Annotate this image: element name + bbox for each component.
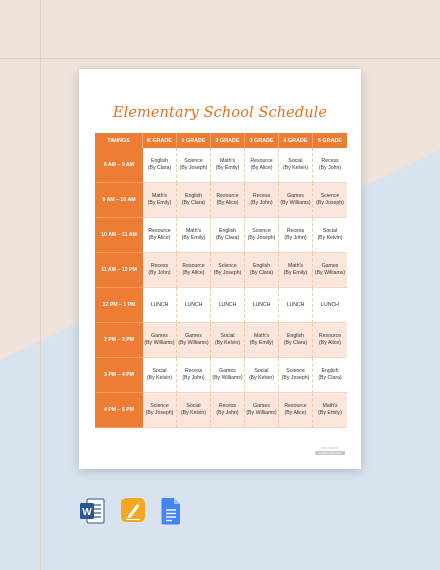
watermark-small-text: PROVIDED BY [321, 446, 339, 450]
background-guide-line-vertical [40, 0, 41, 570]
subject-label: Math's [219, 158, 236, 164]
watermark-brand: TEMPLATE.NET [315, 451, 345, 456]
schedule-cell [279, 183, 313, 218]
subject-label: English [321, 368, 339, 374]
teacher-label: (By Emily) [181, 235, 206, 241]
teacher-label: (By Kelvin) [214, 340, 241, 346]
subject-label: LUNCH [150, 301, 169, 308]
schedule-cell [211, 148, 245, 183]
subject-label: LUNCH [184, 301, 203, 308]
schedule-cell [211, 183, 245, 218]
teacher-label: (By Joseph) [316, 200, 344, 206]
time-slot-cell: 10 AM – 11 AM [95, 218, 143, 253]
schedule-cell [143, 288, 177, 323]
teacher-label: (By Alice) [284, 410, 307, 416]
column-header-4-grade: 4 GRADE [279, 133, 313, 148]
schedule-cell [313, 148, 347, 183]
subject-label: Math's [287, 263, 304, 269]
schedule-cell [211, 288, 245, 323]
time-slot-cell: 11 AM – 12 PM [95, 253, 143, 288]
teacher-label: (By John) [318, 165, 342, 171]
teacher-label: (By Emily) [318, 410, 342, 416]
subject-label: Recess [150, 263, 169, 269]
teacher-label: (By Joseph) [281, 375, 310, 381]
teacher-label: (By Emily) [249, 340, 274, 346]
teacher-label: (By Joseph) [213, 270, 242, 276]
subject-label: Math's [253, 333, 270, 339]
table-row [95, 323, 347, 358]
google-docs-icon[interactable] [158, 497, 184, 525]
subject-label: Social [220, 333, 235, 339]
subject-label: Social [186, 403, 201, 409]
table-row [95, 288, 347, 323]
subject-label: LUNCH [321, 301, 339, 308]
column-header-k-grade: K GRADE [143, 133, 177, 148]
teacher-label: (By Clara) [283, 340, 308, 346]
subject-label: English [252, 263, 270, 269]
teacher-label: (By Williams) [314, 270, 346, 276]
subject-label: Resource [216, 193, 239, 199]
subject-label: Social [288, 158, 303, 164]
schedule-cell [143, 183, 177, 218]
schedule-cell [245, 183, 279, 218]
table-row [95, 253, 347, 288]
schedule-cell [143, 393, 177, 428]
schedule-cell [177, 253, 211, 288]
teacher-label: (By Kelvin) [282, 165, 309, 171]
schedule-cell [143, 253, 177, 288]
schedule-table [95, 133, 347, 428]
column-header-2-grade: 2 GRADE [211, 133, 245, 148]
teacher-label: (By Joseph) [145, 410, 174, 416]
subject-label: Resource [182, 263, 205, 269]
schedule-cell [211, 218, 245, 253]
column-header-timings: TIMINGS [95, 133, 143, 148]
subject-label: Recess [218, 403, 237, 409]
schedule-cell [279, 218, 313, 253]
schedule-cell [279, 323, 313, 358]
schedule-cell [245, 358, 279, 393]
schedule-cell [245, 148, 279, 183]
time-slot-cell: 3 PM – 4 PM [95, 358, 143, 393]
subject-label: English [286, 333, 304, 339]
schedule-cell [143, 148, 177, 183]
subject-label: Games [185, 333, 202, 339]
subject-label: Social [254, 368, 269, 374]
schedule-cell [279, 393, 313, 428]
column-header-1-grade: 1 GRADE [177, 133, 211, 148]
teacher-label: (By Alice) [182, 270, 205, 276]
schedule-cell [313, 393, 347, 428]
subject-label: Recess [321, 158, 339, 164]
schedule-cell [245, 288, 279, 323]
teacher-label: (By Clara) [147, 165, 172, 171]
document-page [79, 69, 361, 469]
teacher-label: (By Joseph) [179, 165, 208, 171]
schedule-cell [313, 253, 347, 288]
subject-label: Resource [318, 333, 342, 339]
schedule-cell [279, 288, 313, 323]
subject-label: English [150, 158, 168, 164]
teacher-label: (By Clara) [215, 235, 240, 241]
schedule-cell [245, 218, 279, 253]
subject-label: Science [218, 263, 237, 269]
time-slot-cell: 4 PM – 5 PM [95, 393, 143, 428]
subject-label: Resource [148, 228, 171, 234]
subject-label: Games [219, 368, 236, 374]
teacher-label: (By Clara) [181, 200, 206, 206]
teacher-label: (By John) [216, 410, 239, 416]
time-slot-cell: 9 AM – 10 AM [95, 183, 143, 218]
schedule-cell [245, 253, 279, 288]
column-header-5-grade: 5 GRADE [313, 133, 347, 148]
teacher-label: (By Clara) [318, 375, 342, 381]
subject-label: Science [150, 403, 169, 409]
teacher-label: (By Emily) [147, 200, 172, 206]
teacher-label: (By Alice) [216, 200, 239, 206]
schedule-cell [177, 323, 211, 358]
subject-label: Math's [151, 193, 168, 199]
column-header-3-grade: 3 GRADE [245, 133, 279, 148]
schedule-cell [211, 253, 245, 288]
schedule-cell [177, 393, 211, 428]
teacher-label: (By John) [284, 235, 307, 241]
subject-label: Science [286, 368, 305, 374]
teacher-label: (By Alice) [250, 165, 273, 171]
schedule-cell [177, 288, 211, 323]
subject-label: Recess [184, 368, 203, 374]
teacher-label: (By Williams) [144, 340, 175, 346]
teacher-label: (By Kelvin) [180, 410, 207, 416]
teacher-label: (By Williams) [178, 340, 209, 346]
subject-label: Games [321, 263, 339, 269]
schedule-cell [143, 218, 177, 253]
schedule-body [95, 148, 347, 428]
schedule-cell [313, 218, 347, 253]
teacher-label: (By Kelvin) [248, 375, 275, 381]
table-row [95, 218, 347, 253]
subject-label: Resource [250, 158, 273, 164]
table-row [95, 148, 347, 183]
teacher-label: (By Alice) [319, 340, 341, 346]
teacher-label: (By Alice) [148, 235, 171, 241]
teacher-label: (By Emily) [283, 270, 308, 276]
teacher-label: (By Williams) [280, 200, 311, 206]
teacher-label: (By Clara) [249, 270, 274, 276]
schedule-cell [177, 148, 211, 183]
teacher-label: (By Williams) [212, 375, 243, 381]
schedule-cell [177, 358, 211, 393]
time-slot-cell: 2 PM – 3 PM [95, 323, 143, 358]
template-watermark [315, 447, 345, 456]
schedule-cell [143, 323, 177, 358]
teacher-label: (By Williams) [246, 410, 277, 416]
subject-label: English [218, 228, 236, 234]
subject-label: Science [320, 193, 340, 199]
subject-label: LUNCH [286, 301, 305, 308]
subject-label: LUNCH [252, 301, 271, 308]
subject-label: Math's [185, 228, 202, 234]
table-header-row [95, 133, 347, 148]
table-row [95, 393, 347, 428]
schedule-cell [211, 393, 245, 428]
teacher-label: (By Kelvin) [317, 235, 343, 241]
subject-label: Recess [286, 228, 305, 234]
teacher-label: (By John) [182, 375, 205, 381]
schedule-cell [177, 218, 211, 253]
teacher-label: (By Joseph) [247, 235, 276, 241]
svg-text:W: W [82, 507, 92, 518]
schedule-cell [211, 358, 245, 393]
table-row [95, 358, 347, 393]
background-guide-line-horizontal [0, 58, 440, 59]
subject-label: English [184, 193, 202, 199]
subject-label: Math's [322, 403, 338, 409]
schedule-cell [279, 253, 313, 288]
time-slot-cell: 12 PM – 1 PM [95, 288, 143, 323]
subject-label: Science [252, 228, 271, 234]
subject-label: Social [322, 228, 338, 234]
subject-label: Resource [284, 403, 307, 409]
schedule-cell [143, 358, 177, 393]
teacher-label: (By John) [148, 270, 171, 276]
teacher-label: (By John) [250, 200, 273, 206]
schedule-cell [211, 323, 245, 358]
schedule-cell [313, 323, 347, 358]
schedule-cell [313, 288, 347, 323]
subject-label: Science [184, 158, 203, 164]
schedule-cell [177, 183, 211, 218]
subject-label: LUNCH [218, 301, 237, 308]
schedule-cell [245, 323, 279, 358]
pages-icon[interactable] [120, 497, 146, 525]
time-slot-cell: 8 AM – 9 AM [95, 148, 143, 183]
teacher-label: (By Emily) [215, 165, 240, 171]
subject-label: Games [287, 193, 304, 199]
schedule-cell [279, 148, 313, 183]
subject-label: Recess [252, 193, 271, 199]
subject-label: Games [151, 333, 168, 339]
document-title: Elementary School Schedule [112, 105, 328, 121]
table-row [95, 183, 347, 218]
teacher-label: (By Kelvin) [146, 375, 173, 381]
schedule-cell [245, 393, 279, 428]
subject-label: Social [152, 368, 167, 374]
schedule-cell [279, 358, 313, 393]
schedule-cell [313, 358, 347, 393]
subject-label: Games [253, 403, 270, 409]
word-icon[interactable] [79, 497, 105, 525]
schedule-cell [313, 183, 347, 218]
